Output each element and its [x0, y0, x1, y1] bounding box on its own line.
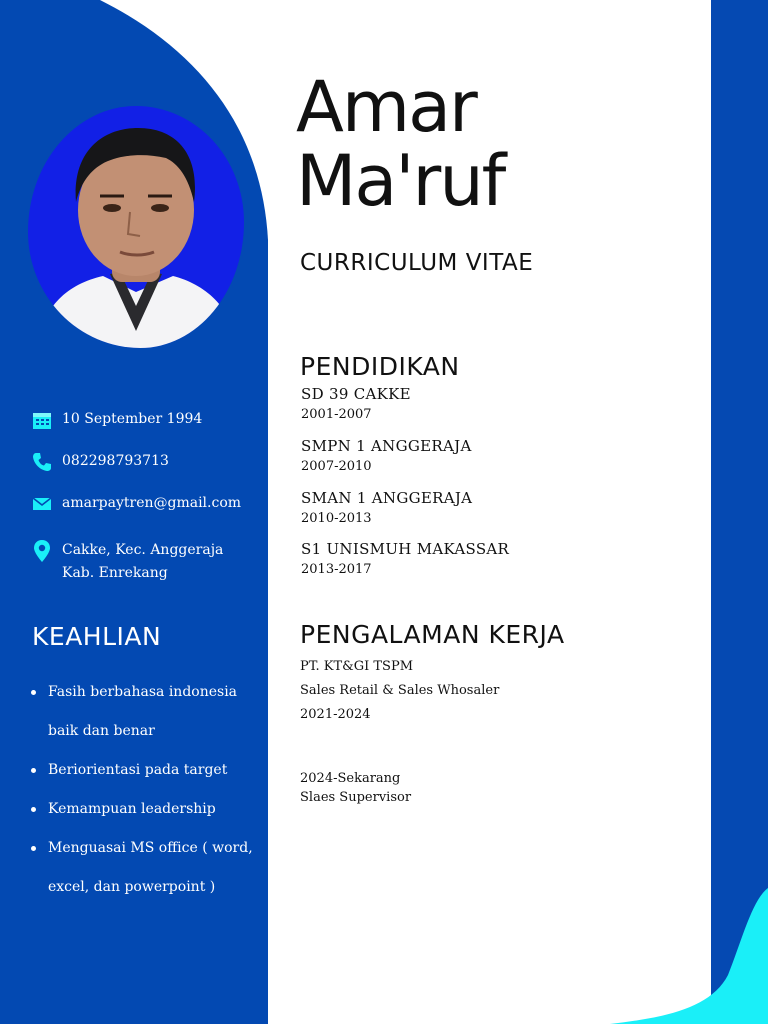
work-period-current: 2024-Sekarang: [300, 771, 401, 786]
birth-date-text: 10 September 1994: [62, 411, 203, 427]
school-name: SD 39 CAKKE: [301, 385, 411, 403]
school-name: SMAN 1 ANGGERAJA: [301, 489, 473, 507]
work-role: Sales Retail & Sales Whosaler: [300, 683, 500, 698]
school-years: 2013-2017: [301, 562, 372, 577]
education-entry: [301, 539, 509, 581]
skills-list: [30, 673, 265, 907]
education-entry: [301, 436, 472, 478]
skill-item: Kemampuan leadership: [30, 790, 265, 829]
skill-item: Fasih berbahasa indonesia baik dan benar: [30, 673, 265, 751]
profile-photo: [28, 106, 244, 348]
last-name: Ma'ruf: [296, 140, 505, 222]
phone-text: 082298793713: [62, 453, 169, 469]
school-years: 2001-2007: [301, 407, 372, 422]
phone-icon: [32, 452, 52, 472]
location-pin-icon: [32, 539, 52, 563]
address-line-2: Kab. Enrekang: [62, 565, 168, 581]
calendar-icon: [32, 410, 52, 430]
document-subtitle: CURRICULUM VITAE: [300, 250, 534, 276]
mail-icon: [32, 494, 52, 514]
address-line-1: Cakke, Kec. Anggeraja: [62, 542, 224, 558]
work-company: PT. KT&GI TSPM: [300, 659, 414, 674]
school-name: SMPN 1 ANGGERAJA: [301, 437, 472, 455]
right-accent-bar: [711, 0, 768, 1024]
work-period: 2021-2024: [300, 707, 371, 722]
school-years: 2010-2013: [301, 511, 372, 526]
work-experience-title: PENGALAMAN KERJA: [300, 620, 565, 649]
email-text: amarpaytren@gmail.com: [62, 495, 242, 511]
work-role-current: Slaes Supervisor: [300, 790, 412, 805]
skills-title: KEAHLIAN: [32, 622, 162, 651]
education-entry: [301, 384, 411, 426]
skill-item: Beriorientasi pada target: [30, 751, 265, 790]
education-title: PENDIDIKAN: [300, 352, 460, 381]
skill-item: Menguasai MS office ( word, excel, dan powerpoint ): [30, 829, 265, 907]
person-name: [296, 66, 505, 222]
school-name: S1 UNISMUH MAKASSAR: [301, 540, 510, 558]
education-entry: [301, 488, 472, 530]
school-years: 2007-2010: [301, 459, 372, 474]
first-name: Amar: [296, 66, 476, 148]
